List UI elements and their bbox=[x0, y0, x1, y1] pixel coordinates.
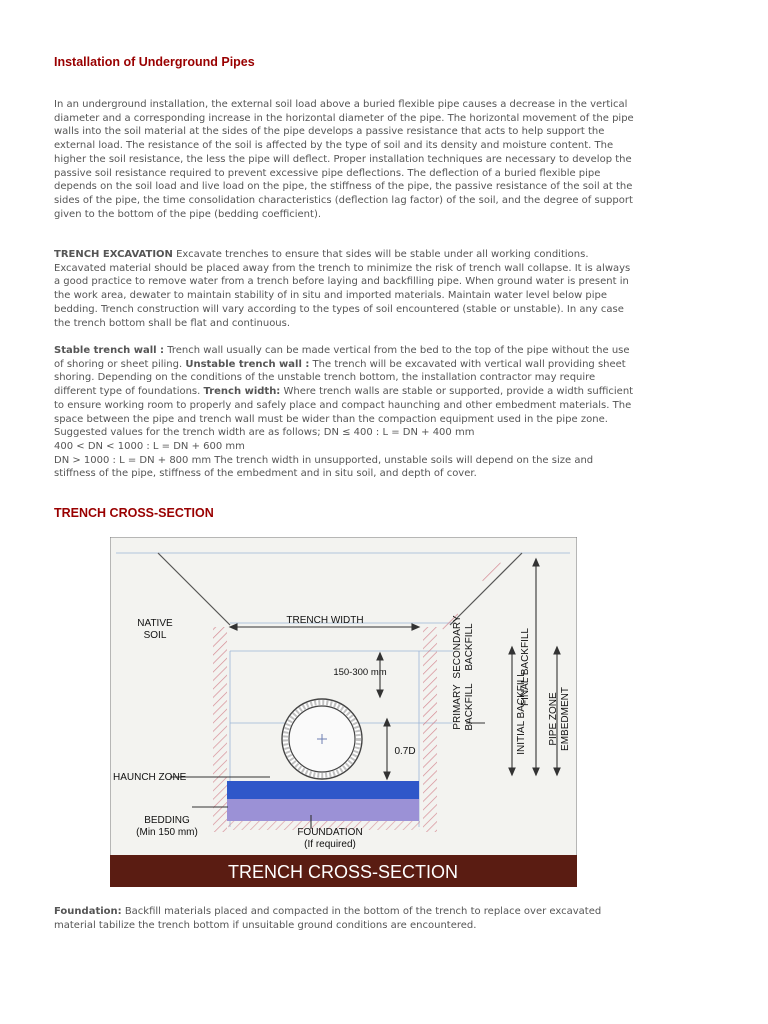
native-soil-label-2: SOIL bbox=[143, 630, 167, 641]
pipe-zone-label: PIPE ZONE bbox=[548, 692, 559, 746]
section-title: TRENCH CROSS-SECTION bbox=[54, 506, 214, 520]
page-title: Installation of Underground Pipes bbox=[54, 55, 255, 69]
bedding-label-1: BEDDING bbox=[144, 815, 190, 826]
ratio-label: 0.7D bbox=[394, 746, 416, 757]
bedding-label-2: (Min 150 mm) bbox=[136, 827, 198, 838]
stable-wall-heading: Stable trench wall : bbox=[54, 345, 165, 356]
secondary-backfill-label-1: SECONDARY bbox=[452, 615, 463, 679]
unstable-wall-heading: Unstable trench wall : bbox=[185, 358, 310, 370]
trench-width-label: TRENCH WIDTH bbox=[286, 615, 364, 626]
foundation-text: Backfill materials placed and compacted in the bottom of the trench to replace over excavated material tabilize the trench bottom if unsuitable ground conditions are encountered. bbox=[54, 906, 602, 931]
stable-wall-text: Trench wall usually can be made vertical from the bed to the top of the pipe without the use of shoring or sheet piling. bbox=[54, 345, 630, 370]
foundation-label-2: (If required) bbox=[304, 839, 356, 850]
trench-cross-section-figure bbox=[110, 537, 577, 887]
trench-wall-paragraph bbox=[54, 344, 638, 481]
pipe bbox=[282, 699, 362, 779]
native-soil-label-1: NATIVE bbox=[137, 618, 173, 629]
intro-paragraph: In an underground installation, the external soil load above a buried flexible pipe causes a decrease in the vertical diameter and a corresponding increase in the horizontal diameter of the pipe. The horizontal movement of the pipe walls into the soil material at the sides of the pipe develops a passive resistance that acts to help support the external load. The resistance of the soil is affected by the type of soil and its density and moisture content. The higher the soil resistance, the less the pipe will deflect. Proper installation techniques are necessary to develop the passive soil resistance required to prevent excessive pipe deflections. The deflection of a buried flexible pipe depends on the soil load and live load on the pipe, the stiffness of the pipe, the passive resistance of the soil at the sides of the pipe, the time consolidation characteristics (deflection lag factor) of the soil, and the degree of support given to the bottom of the pipe (bedding coefficient). bbox=[54, 99, 634, 220]
trench-diagram bbox=[110, 537, 577, 887]
trench-excavation-text: Excavate trenches to ensure that sides will be stable under all working conditions. Excavated material should be placed away from the trench to minimize the risk of trench wall collapse. It is always a good practice to remove water from a trench before laying and backfilling pipe. When ground water is present in the work area, dewater to maintain stability of in situ and imported materials. Maintain water level below pipe bedding. Trench construction will vary according to the types of soil encountered (stable or unstable). In any case the trench bottom shall be flat and continuous. bbox=[54, 249, 631, 329]
trench-excavation-heading: TRENCH EXCAVATION bbox=[54, 249, 173, 260]
foundation-paragraph bbox=[54, 905, 638, 932]
cover-range-label: 150-300 mm bbox=[333, 667, 387, 678]
foundation-label-1: FOUNDATION bbox=[297, 827, 363, 838]
trench-width-line-2: 400 < DN < 1000 : L = DN + 600 mm bbox=[54, 440, 245, 452]
initial-backfill-label: INITIAL BACKFILL bbox=[516, 671, 527, 755]
final-backfill-label: FINAL BACKFILL bbox=[520, 628, 531, 706]
trench-width-text: Where trench walls are stable or supported, provide a width sufficient to ensure working room to properly and safely place and compact haunching and other embedment materials. The space between the pipe and trench wall must be wider than the compaction equipment used in the pipe zone. Suggested values for the trench width are as follows; DN ≤ 400 : L = DN + 400 mm bbox=[54, 386, 634, 439]
figure-caption: TRENCH CROSS-SECTION bbox=[227, 862, 459, 882]
foundation-heading: Foundation: bbox=[54, 906, 122, 917]
haunch-zone-label: HAUNCH ZONE bbox=[113, 772, 187, 783]
trench-excavation-paragraph bbox=[54, 248, 638, 330]
foundation-layer bbox=[227, 799, 419, 821]
trench-width-line-3: DN > 1000 : L = DN + 800 mm The trench width in unsupported, unstable soils will depend on the size and stiffness of the pipe, stiffness of the embedment and in situ soil, and depth of cover. bbox=[54, 454, 594, 480]
bedding-layer bbox=[227, 781, 419, 799]
primary-backfill-label-2: BACKFILL bbox=[464, 683, 475, 731]
unstable-wall-text: The trench will be excavated with vertical wall providing sheet shoring. Depending on the conditions of the unstable trench bottom, the installation contractor may require different type of foundations. bbox=[54, 358, 626, 398]
embedment-label: EMBEDMENT bbox=[560, 687, 571, 751]
primary-backfill-label-1: PRIMARY bbox=[452, 684, 463, 730]
trench-width-heading: Trench width: bbox=[203, 386, 281, 398]
secondary-backfill-label-2: BACKFILL bbox=[464, 623, 475, 671]
